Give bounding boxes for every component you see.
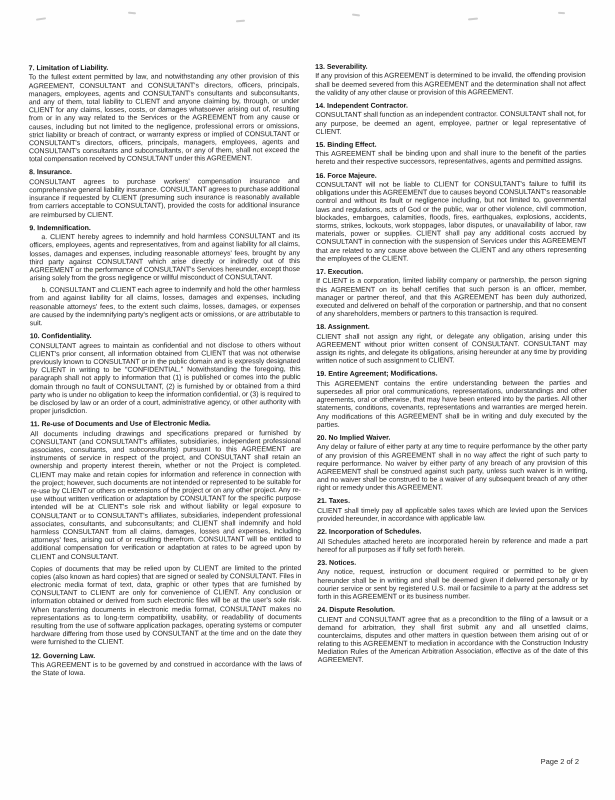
contract-section — [31, 652, 302, 679]
contract-section — [30, 332, 301, 416]
scan-artifact — [236, 20, 245, 23]
paragraph: CONSULTANT shall function as an independent contractor. CONSULTANT shall not, for any purpose, be deemed an agent, employee, partner or legal representative of CLIENT. — [315, 111, 586, 136]
contract-section — [315, 63, 586, 98]
paragraph: Any notice, request, instruction or document required or permitted to be given hereunder shall be in writing and shall be deemed given if delivered personally or by courier service or sent by registered U.S. mail or facsimile to a party at the address set forth in this AGREEMENT or its business number. — [317, 568, 588, 601]
section-body — [315, 72, 586, 98]
contract-section — [317, 559, 588, 602]
section-body — [316, 181, 587, 264]
section-heading: 17. Execution. — [316, 268, 364, 276]
section-heading: 16. Force Majeure. — [315, 172, 377, 180]
contract-section — [29, 168, 300, 220]
contract-section — [316, 171, 587, 263]
section-heading: 18. Assignment. — [316, 323, 370, 332]
section-heading: 20. No Implied Waiver. — [316, 434, 391, 442]
contract-section — [317, 528, 588, 555]
contract-section — [316, 323, 587, 366]
section-heading: 23. Notices. — [317, 559, 357, 567]
page-number: Page 2 of 2 — [540, 757, 579, 766]
paragraph: This AGREEMENT shall be binding upon and shall inure to the benefit of the parties hereto and their respective successors, representatives, agents and permitted assigns. — [315, 150, 587, 167]
scan-artifact — [352, 14, 360, 17]
paragraph: All Schedules attached hereto are incorporated herein by reference and made a part hereof for all purposes as if fully set forth herein. — [317, 537, 588, 554]
paragraph: b. CONSULTANT and CLIENT each agree to indemnify and hold the other harmless from and against liability for all claims, losses, damages and expenses, including reasonable attorneys' fees, to the extent such claims, losses, damages, or expenses are caused by the indemnifying party's negligent acts or omissions, or are attributable to suit. — [29, 286, 301, 328]
section-body — [30, 342, 301, 417]
section-body — [31, 661, 302, 679]
contract-section — [30, 420, 301, 647]
paragraph: If any provision of this AGREEMENT is determined to be invalid, the offending provision shall be deemed severed from this AGREEMENT and the determination shall not affect the validity of any other clause or provision of this AGREEMENT. — [315, 72, 586, 97]
scan-artifact — [128, 12, 136, 15]
paragraph: CONSULTANT agrees to maintain as confidential and not disclose to others without CLIENT's prior consent, all information obtained from CLIENT that was not otherwise previously known to CONSULTANT or in the public domain and is expressly designated by CLIENT in writing to be "CONFIDENTIAL." Notwithstanding the foregoing, this paragraph shall not apply to information that (1) is published or comes into the public domain through no fault of CONSULTANT, (2) is furnished by or obtained from a third party who is under no obligation to keep the information confidential, or (3) is required to be disclosed by law or an order of a court, administrative agency, or other authority with proper jurisdiction. — [29, 341, 301, 416]
paragraph: This AGREEMENT contains the entire understanding between the parties and supersedes all prior oral communications, representations, understandings and other agreements, oral or otherwise, that may have been entered into by the parties. All other statements, conditions, covenants, representations and warranties are merged herein. Any modifications of this AGREEMENT shall be in writing and duly executed by the parties. — [316, 379, 588, 429]
contract-section — [318, 606, 589, 666]
left-column — [29, 64, 302, 684]
section-heading: 13. Severability. — [315, 63, 368, 71]
contract-section — [315, 141, 586, 168]
section-body — [318, 615, 589, 665]
section-heading: 10. Confidentiality. — [29, 333, 92, 341]
scan-artifact — [36, 17, 46, 20]
section-heading: 24. Dispute Resolution. — [317, 606, 395, 615]
paragraph: If CLIENT is a corporation, limited liability company or partnership, the person signing this AGREEMENT on its behalf certifies that such person is an officer, member, manager or partner thereof, and that this AGREEMENT has been duly authorized, executed and delivered on behalf of the corporation or partnership, and that no consent of any shareholders, members or partners to this transaction is required. — [316, 277, 587, 319]
section-body — [315, 111, 586, 137]
paragraph: Copies of documents that may be relied upon by CLIENT are limited to the printed copies (also known as hard copies) that are signed or sealed by CONSULTANT. Files in electronic media format of text, data, graphic or other types that are furnished by CONSULTANT to CLIENT are only for convenience of CLIENT. Any conclusion or information obtained or derived from such electronic files will be at the user's sole risk. When transferring documents in electronic media format, CONSULTANT makes no representations as to long-term compatibility, usability, or readability of documents resulting from the use of software application packages, operating systems or computer hardware differing from those used by CONSULTANT at the time and on the date they were furnished to the CLIENT. — [30, 564, 302, 647]
section-body — [317, 380, 588, 430]
right-column — [315, 63, 588, 683]
section-body — [316, 277, 587, 319]
section-body — [30, 430, 301, 648]
section-body — [316, 332, 587, 366]
section-body — [29, 178, 300, 220]
section-body — [317, 507, 588, 525]
paragraph: a. CLIENT hereby agrees to indemnify and hold harmless CONSULTANT and its officers, employees, agents and representatives, from and against liability for all claims, losses, damages and expenses, including reasonable attorneys' fees, brought by any third party against CONSULTANT which arise directly or indirectly out of this AGREEMENT or the performance of CONSULTANT's Services hereunder, except those arising solely from the gross negligence or willful misconduct of CONSULTANT. — [29, 233, 301, 283]
section-heading: 9. Indemnification. — [29, 224, 91, 232]
section-body — [317, 537, 588, 555]
section-heading: 7. Limitation of Liability. — [28, 64, 109, 73]
paragraph: CONSULTANT will not be liable to CLIENT for CONSULTANT's failure to fulfill its obligations under this AGREEMENT due to causes beyond CONSULTANT's reasonable control and without its fault or negligence including, but not limited to, governmental laws and regulations, acts of God or the public, war or other violence, civil commotion, blockades, embargoes, calamities, floods, fires, earthquakes, explosions, accidents, storms, strikes, lockouts, work stoppages, labor disputes, or unavailability of labor, raw materials, power or supplies. CLIENT shall pay any additional costs accrued by CONSULTANT in connection with the suspension of Services under this AGREEMENT that are related to any cause above between the CLIENT and any others representing the employees of the CLIENT. — [315, 180, 587, 263]
paragraph: To the fullest extent permitted by law, and notwithstanding any other provision of this AGREEMENT, CONSULTANT and CONSULTANT's directors, officers, principals, managers, employees, agents and CONSULTANT's consultants and subconsultants, and any of them, total liability to CLIENT and anyone claiming by, through, or under CLIENT for any claims, losses, costs, or damages whatsoever arising out of, resulting from or in any way related to the Services or the AGREEMENT from any cause or causes, including but not limited to the negligence, professional errors or omissions, strict liability or breach of contract, or warranty express or implied of CONSULTANT or CONSULTANT's directors, officers, principals, managers, employees, agents and CONSULTANT's consultants and subconsultants, or any of them, shall not exceed the total compensation received by CONSULTANT under this AGREEMENT. — [28, 73, 300, 164]
section-heading: 14. Independent Contractor. — [315, 102, 408, 110]
section-body — [29, 233, 300, 328]
section-heading: 11. Re-use of Documents and Use of Electronic Media. — [30, 420, 211, 429]
contract-section — [317, 497, 588, 524]
paragraph: Any delay or failure of either party at any time to require performance by the other party of any provision of this AGREEMENT shall in no way affect the right of such party to require performance. No waiver by either party of any breach of any provision of this AGREEMENT shall be construed against such party, unless such waiver is in writing, and no waiver shall be construed to be a waiver of any subsequent breach of any other right or remedy under this AGREEMENT. — [316, 443, 588, 493]
section-body — [317, 568, 588, 602]
section-heading: 19. Entire Agreement; Modifications. — [316, 370, 438, 379]
paragraph: CLIENT shall timely pay all applicable sales taxes which are levied upon the Services provided hereunder, in accordance with applicable law. — [317, 506, 588, 523]
section-body — [29, 73, 300, 164]
contract-section — [315, 102, 586, 137]
contract-section — [316, 370, 587, 430]
contract-section — [316, 268, 587, 320]
paragraph: CLIENT shall not assign any right, or delegate any obligation, arising under this AGREEMENT without prior written consent of CONSULTANT. CONSULTANT may assign its rights, and delegate its obligations, arising hereunder at any time by providing written notice of such assignment to CLIENT. — [316, 332, 587, 366]
paragraph: This AGREEMENT is to be governed by and construed in accordance with the laws of the State of Iowa. — [31, 661, 302, 678]
section-heading: 21. Taxes. — [317, 498, 351, 506]
paragraph: CLIENT and CONSULTANT agree that as a precondition to the filing of a lawsuit or a demand for arbitration, they shall first submit any and all unsettled claims, counterclaims, disputes and other matters in question between them arising out of or relating to this AGREEMENT to mediation in accordance with the Construction Industry Mediation Rules of the American Arbitration Association, effective as of the date of this AGREEMENT. — [317, 615, 589, 665]
contract-section — [29, 64, 300, 165]
contract-section — [317, 434, 588, 494]
section-heading: 8. Insurance. — [29, 169, 72, 177]
scan-artifact — [468, 17, 478, 20]
contract-section — [29, 224, 300, 329]
section-heading: 22. Incorporation of Schedules. — [317, 528, 422, 537]
document-body — [29, 63, 589, 684]
section-heading: 15. Binding Effect. — [315, 141, 377, 149]
paragraph: All documents including drawings and specifications prepared or furnished by CONSULTANT (and CONSULTANT's affiliates, subsidiaries, independent professional associates, consultants, and subconsultants) pursuant to this AGREEMENT are instruments of service in respect of the project, and CONSULTANT shall retain an ownership and property interest therein, whether or not the Project is completed. CLIENT may make and retain copies for information and reference in connection with the project; however, such documents are not intended or represented to be suitable for re-use by CLIENT or others on extensions of the project or on any other project. Any re-use without written verification or adaptation by CONSULTANT for the specific purpose intended will be at CLIENT's sole risk and without liability or legal exposure to CONSULTANT or to CONSULTANT's affiliates, subsidiaries, independent professional associates, consultants, and subconsultants; and CLIENT shall indemnify and hold harmless CONSULTANT from all claims, damages, losses and expenses, including attorneys' fees, arising out of or resulting therefrom. CONSULTANT will be entitled to additional compensation for verification or adaptation at rates to be agreed upon by CLIENT and CONSULTANT. — [30, 429, 302, 561]
section-heading: 12. Governing Law. — [31, 652, 96, 660]
paragraph: CONSULTANT agrees to purchase workers' compensation insurance and comprehensive general liability insurance. CONSULTANT agrees to purchase additional insurance if requested by CLIENT (presuming such insurance is reasonably available from carriers acceptable to CONSULTANT), provided the costs for additional insurance are reimbursed by CLIENT. — [29, 177, 300, 219]
section-body — [316, 150, 587, 168]
scan-artifact — [558, 12, 565, 14]
section-body — [317, 443, 588, 493]
